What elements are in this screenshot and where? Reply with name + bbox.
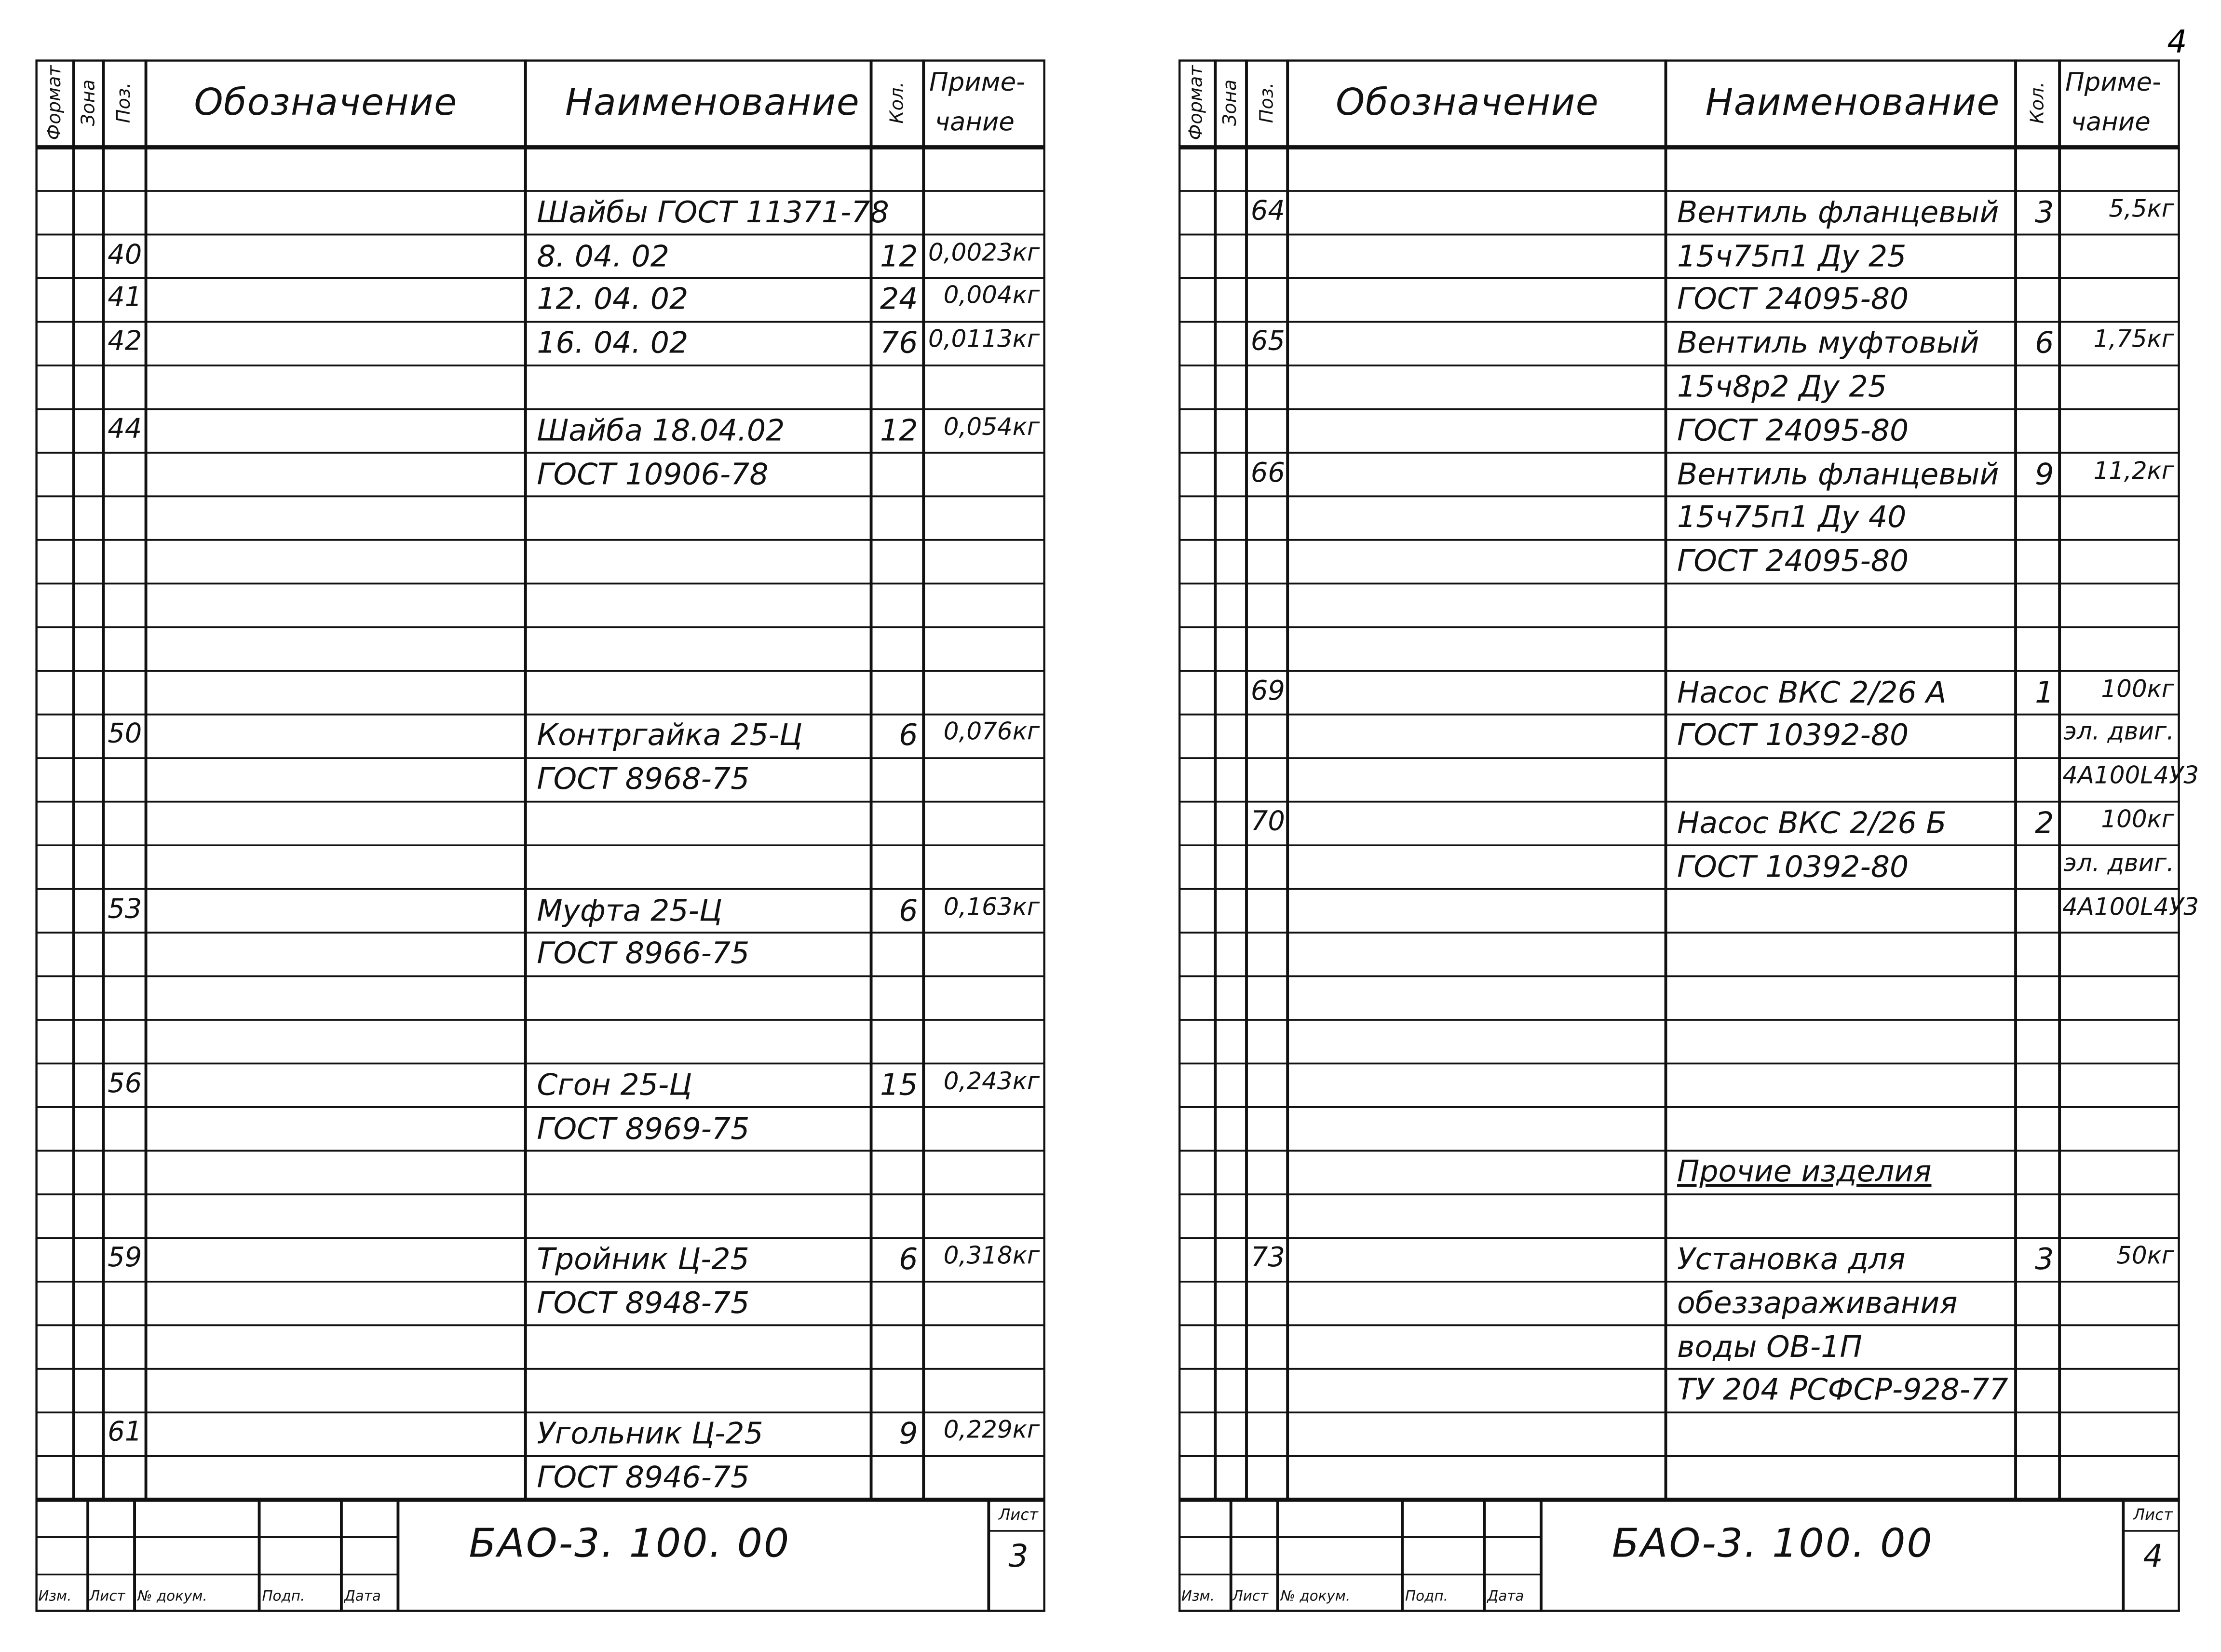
position-number: 65 xyxy=(1250,326,1285,357)
header-format: Формат xyxy=(44,65,66,140)
header-zone: Зона xyxy=(78,79,99,126)
quantity: 9 xyxy=(2035,457,2054,491)
note: 0,0113кг xyxy=(928,326,1040,354)
quantity: 6 xyxy=(899,1242,918,1276)
item-name: ГОСТ 24095-80 xyxy=(1677,544,1909,579)
item-name: Вентиль фланцевый xyxy=(1677,195,1999,230)
item-name: Муфта 25-Ц xyxy=(537,893,722,927)
note: 0,054кг xyxy=(943,413,1040,442)
quantity: 2 xyxy=(2035,806,2054,840)
item-name: 8. 04. 02 xyxy=(537,239,670,273)
position-number: 41 xyxy=(108,282,142,314)
quantity: 3 xyxy=(2035,195,2054,230)
stamp-sign-label: Подп. xyxy=(1405,1589,1448,1605)
position-number: 44 xyxy=(108,413,142,445)
document-code: БАО-3. 100. 00 xyxy=(469,1519,791,1567)
position-number: 50 xyxy=(108,718,142,750)
note: 4А100L4У3 xyxy=(2062,893,2199,922)
quantity: 76 xyxy=(880,326,918,360)
quantity: 6 xyxy=(899,718,918,753)
note: 0,163кг xyxy=(943,893,1040,922)
document-code: БАО-3. 100. 00 xyxy=(1612,1519,1934,1567)
note: эл. двиг. xyxy=(2063,849,2175,878)
item-name: ГОСТ 8946-75 xyxy=(537,1460,750,1495)
sheet-number: 3 xyxy=(1008,1539,1029,1575)
item-name: ТУ 204 РСФСР-928-77 xyxy=(1677,1373,2008,1408)
header-pos: Поз. xyxy=(1256,82,1278,123)
position-number: 73 xyxy=(1250,1242,1285,1273)
position-number: 56 xyxy=(108,1068,142,1099)
stamp-date-label: Дата xyxy=(344,1589,381,1605)
item-name: обеззараживания xyxy=(1677,1286,1958,1320)
quantity: 3 xyxy=(2035,1242,2054,1276)
item-name: ГОСТ 10392-80 xyxy=(1677,718,1909,753)
note: эл. двиг. xyxy=(2063,718,2175,747)
note: 0,318кг xyxy=(943,1242,1040,1271)
note: 4А100L4У3 xyxy=(2062,762,2199,791)
sheet-number-label: Лист xyxy=(998,1505,1038,1524)
stamp-doc-label: № докум. xyxy=(137,1589,207,1605)
sheet-number: 4 xyxy=(2143,1539,2163,1575)
item-name: ГОСТ 8969-75 xyxy=(537,1111,750,1146)
item-name: 15ч75п1 Ду 40 xyxy=(1677,501,1907,535)
item-name: ГОСТ 8968-75 xyxy=(537,762,750,797)
position-number: 59 xyxy=(108,1242,142,1273)
item-name: ГОСТ 10906-78 xyxy=(537,457,769,491)
note: 0,004кг xyxy=(943,282,1040,311)
note: 0,243кг xyxy=(943,1068,1040,1097)
item-name: Контргайка 25-Ц xyxy=(537,718,802,753)
header-designation: Обозначение xyxy=(1336,82,1599,125)
item-name: Шайба 18.04.02 xyxy=(537,413,785,447)
item-name: Вентиль фланцевый xyxy=(1677,457,1999,491)
note: 1,75кг xyxy=(2093,326,2175,354)
stamp-list-label: Лист xyxy=(89,1589,125,1605)
item-name: ГОСТ 24095-80 xyxy=(1677,282,1909,317)
item-name: Тройник Ц-25 xyxy=(537,1242,749,1276)
note: 0,0023кг xyxy=(928,239,1040,267)
item-name: 16. 04. 02 xyxy=(537,326,689,360)
stamp-sign-label: Подп. xyxy=(262,1589,305,1605)
header-note-line1: Приме- xyxy=(2065,68,2162,98)
sheet-number-label: Лист xyxy=(2133,1505,2173,1524)
stamp-izm-label: Изм. xyxy=(38,1589,72,1605)
header-note-line2: чание xyxy=(2071,108,2151,137)
item-name: ГОСТ 8948-75 xyxy=(537,1286,750,1320)
header-qty: Кол. xyxy=(2027,81,2048,124)
note: 100кг xyxy=(2101,806,2175,835)
note: 0,076кг xyxy=(943,718,1040,747)
spec-sheet-3 xyxy=(35,59,1045,1612)
quantity: 6 xyxy=(899,893,918,927)
item-name: ГОСТ 10392-80 xyxy=(1677,849,1909,884)
quantity: 9 xyxy=(899,1417,918,1451)
item-name: Насос ВКС 2/26 Б xyxy=(1677,806,1947,840)
item-name: Сгон 25-Ц xyxy=(537,1068,692,1102)
note: 100кг xyxy=(2101,675,2175,704)
item-name: Насос ВКС 2/26 А xyxy=(1677,675,1947,709)
header-name: Наименование xyxy=(565,82,860,125)
item-name: 15ч8р2 Ду 25 xyxy=(1677,369,1887,404)
position-number: 70 xyxy=(1250,806,1285,838)
item-name: Установка для xyxy=(1677,1242,1906,1276)
quantity: 24 xyxy=(880,282,918,317)
quantity: 1 xyxy=(2035,675,2054,709)
header-format: Формат xyxy=(1186,65,1208,140)
quantity: 15 xyxy=(880,1068,918,1102)
page-number-mark: 4 xyxy=(2167,25,2187,61)
stamp-izm-label: Изм. xyxy=(1181,1589,1215,1605)
header-designation: Обозначение xyxy=(194,82,458,125)
position-number: 61 xyxy=(108,1417,142,1448)
item-name: 15ч75п1 Ду 25 xyxy=(1677,239,1907,273)
item-name: ГОСТ 8966-75 xyxy=(537,936,750,971)
item-name: Вентиль муфтовый xyxy=(1677,326,1979,360)
header-qty: Кол. xyxy=(886,81,908,124)
note: 50кг xyxy=(2116,1242,2175,1271)
note: 11,2кг xyxy=(2093,457,2175,486)
header-note-line1: Приме- xyxy=(929,68,1026,98)
header-zone: Зона xyxy=(1220,79,1242,126)
spec-sheet-4 xyxy=(1178,59,2199,1612)
item-name: Шайбы ГОСТ 11371-78 xyxy=(537,195,889,230)
header-pos: Поз. xyxy=(114,82,135,123)
quantity: 6 xyxy=(2035,326,2054,360)
note: 0,229кг xyxy=(943,1417,1040,1445)
position-number: 66 xyxy=(1250,457,1285,488)
item-name: Угольник Ц-25 xyxy=(537,1417,763,1451)
position-number: 40 xyxy=(108,239,142,270)
stamp-list-label: Лист xyxy=(1232,1589,1269,1605)
item-name: воды ОВ-1П xyxy=(1677,1329,1862,1364)
header-name: Наименование xyxy=(1705,82,2000,125)
note: 5,5кг xyxy=(2109,195,2175,224)
quantity: 12 xyxy=(880,239,918,273)
position-number: 42 xyxy=(108,326,142,357)
position-number: 53 xyxy=(108,893,142,924)
position-number: 69 xyxy=(1250,675,1285,706)
stamp-date-label: Дата xyxy=(1487,1589,1524,1605)
header-note-line2: чание xyxy=(934,108,1015,137)
item-name: ГОСТ 24095-80 xyxy=(1677,413,1909,447)
item-name: 12. 04. 02 xyxy=(537,282,689,317)
item-name: Прочие изделия xyxy=(1677,1155,1932,1189)
stamp-doc-label: № докум. xyxy=(1280,1589,1351,1605)
position-number: 64 xyxy=(1250,195,1285,227)
quantity: 12 xyxy=(880,413,918,447)
